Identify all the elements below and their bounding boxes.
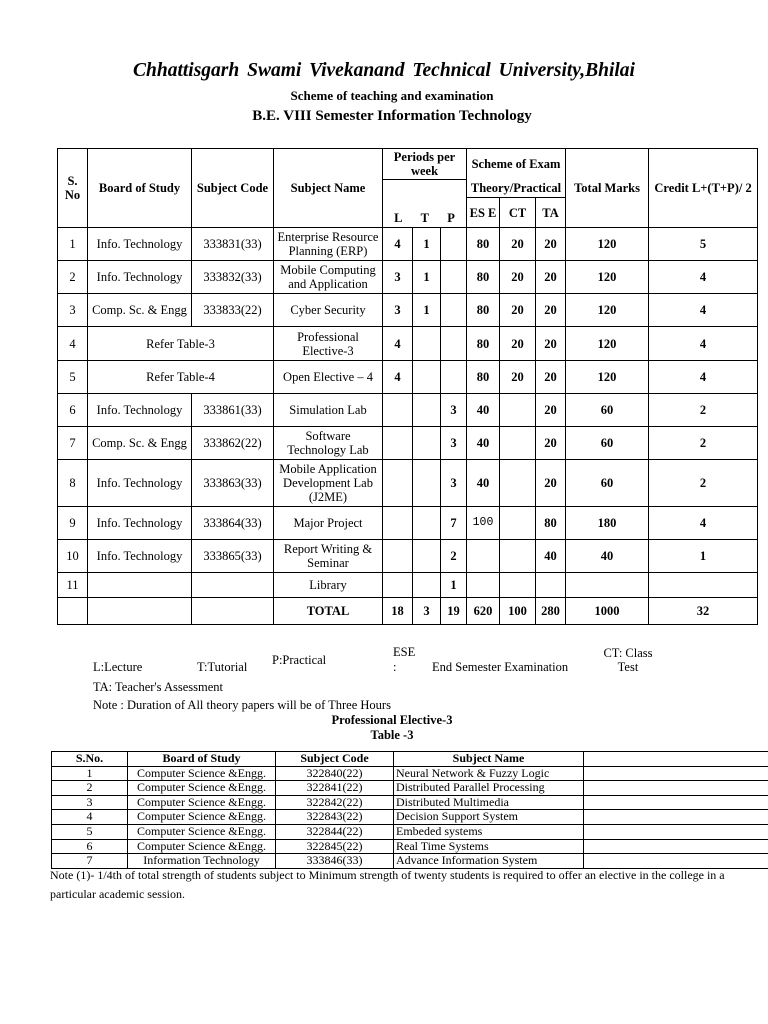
header-name: Subject Name: [274, 149, 383, 228]
cell-total: 60: [566, 394, 649, 427]
cell-credit: 2: [649, 394, 758, 427]
cell-sno: 4: [58, 327, 88, 361]
cell-ct: 20: [500, 228, 536, 261]
legend-ese-full: End Semester Examination: [432, 660, 569, 674]
cell-p: 2: [441, 540, 467, 573]
cell-ese: 80: [467, 327, 500, 361]
elective-cell-name: Distributed Multimedia: [394, 795, 584, 810]
elective-cell-board: Computer Science &Engg.: [128, 766, 276, 781]
total-blank: [192, 598, 274, 625]
cell-code: [192, 573, 274, 598]
cell-name: Report Writing & Seminar: [274, 540, 383, 573]
cell-ta: 20: [536, 228, 566, 261]
elective-note: Note (1)- 1/4th of total strength of students subject to Minimum strength of twenty students is required to offer an elective in the college in a particular academic session.: [50, 868, 725, 901]
cell-p: 3: [441, 427, 467, 460]
cell-credit: 5: [649, 228, 758, 261]
elective-cell-sno: 6: [52, 839, 128, 854]
cell-refer: Refer Table-4: [88, 361, 274, 394]
table-row: [58, 573, 758, 598]
cell-l: 3: [383, 261, 413, 294]
elective-cell-name: Distributed Parallel Processing: [394, 781, 584, 796]
cell-p: [441, 361, 467, 394]
elective-cell-blank: [584, 810, 768, 825]
elective-cell-code: 322842(22): [276, 795, 394, 810]
total-ese: 620: [467, 598, 500, 625]
elective-cell-code: 333846(33): [276, 854, 394, 869]
cell-total: 60: [566, 460, 649, 507]
cell-ta: 40: [536, 540, 566, 573]
legend-tutorial: T:Tutorial: [197, 660, 248, 674]
cell-code: 333831(33): [192, 228, 274, 261]
elective-cell-sno: 3: [52, 795, 128, 810]
cell-sno: 7: [58, 427, 88, 460]
cell-name: Simulation Lab: [274, 394, 383, 427]
cell-credit: 2: [649, 460, 758, 507]
cell-code: 333861(33): [192, 394, 274, 427]
table-row: [58, 507, 758, 540]
total-ct: 100: [500, 598, 536, 625]
elective-cell-sno: 5: [52, 824, 128, 839]
legend-lecture: L:Lecture: [93, 660, 143, 674]
cell-ct: [500, 507, 536, 540]
cell-ese: 40: [467, 427, 500, 460]
header-ct: CT: [500, 198, 536, 228]
elective-cell-board: Computer Science &Engg.: [128, 810, 276, 825]
table-row: [58, 394, 758, 427]
cell-code: 333865(33): [192, 540, 274, 573]
elective-table: [51, 751, 768, 869]
elective-header-code: Subject Code: [276, 752, 394, 767]
cell-ta: 20: [536, 394, 566, 427]
cell-sno: 10: [58, 540, 88, 573]
cell-board: Info. Technology: [88, 507, 192, 540]
header-theory: Theory/Practical: [467, 180, 566, 198]
cell-total: 120: [566, 294, 649, 327]
cell-t: [413, 427, 441, 460]
elective-cell-sno: 4: [52, 810, 128, 825]
elective-cell-code: 322844(22): [276, 824, 394, 839]
university-title: Chhattisgarh Swami Vivekanand Technical University,Bhilai: [133, 60, 635, 81]
cell-l: [383, 540, 413, 573]
cell-name: Major Project: [274, 507, 383, 540]
cell-t: [413, 460, 441, 507]
header-scheme: Scheme of Exam: [467, 149, 566, 180]
cell-ta: 80: [536, 507, 566, 540]
table-row: [58, 540, 758, 573]
cell-ct: [500, 460, 536, 507]
cell-ct: 20: [500, 294, 536, 327]
cell-board: Info. Technology: [88, 460, 192, 507]
elective-header-row: [52, 752, 768, 767]
cell-ta: 20: [536, 427, 566, 460]
elective-cell-name: Neural Network & Fuzzy Logic: [394, 766, 584, 781]
cell-ese: 100: [467, 507, 500, 540]
cell-ta: 20: [536, 261, 566, 294]
table-row: [58, 294, 758, 327]
elective-cell-code: 322840(22): [276, 766, 394, 781]
cell-ese: 80: [467, 228, 500, 261]
cell-ct: [500, 394, 536, 427]
elective-row: [52, 766, 768, 781]
cell-board: Info. Technology: [88, 540, 192, 573]
cell-sno: 2: [58, 261, 88, 294]
header-ta: TA: [536, 198, 566, 228]
cell-l: 4: [383, 361, 413, 394]
table-row: [58, 460, 758, 507]
table-row: [58, 261, 758, 294]
elective-cell-board: Computer Science &Engg.: [128, 824, 276, 839]
elective-cell-blank: [584, 781, 768, 796]
cell-total: 180: [566, 507, 649, 540]
header-sno: S. No: [58, 149, 88, 228]
total-row: [58, 598, 758, 625]
cell-t: [413, 540, 441, 573]
total-t: 3: [413, 598, 441, 625]
header-credit: Credit L+(T+P)/ 2: [649, 149, 758, 228]
cell-p: 3: [441, 460, 467, 507]
elective-title: Professional Elective-3: [331, 713, 453, 727]
cell-ese: 80: [467, 261, 500, 294]
cell-t: 1: [413, 294, 441, 327]
cell-ct: [500, 540, 536, 573]
cell-sno: 9: [58, 507, 88, 540]
cell-board: [88, 573, 192, 598]
cell-board: Comp. Sc. & Engg: [88, 294, 192, 327]
cell-ct: 20: [500, 327, 536, 361]
elective-cell-sno: 2: [52, 781, 128, 796]
header-ese: ES E: [467, 198, 500, 228]
scheme-table: [57, 148, 758, 625]
cell-name: Cyber Security: [274, 294, 383, 327]
table-row: [58, 427, 758, 460]
header-p: P: [447, 211, 455, 225]
cell-name: Mobile Application Development Lab (J2ME): [274, 460, 383, 507]
cell-t: 1: [413, 261, 441, 294]
elective-cell-name: Real Time Systems: [394, 839, 584, 854]
semester-heading: B.E. VIII Semester Information Technology: [252, 108, 532, 124]
cell-name: Software Technology Lab: [274, 427, 383, 460]
cell-t: [413, 361, 441, 394]
elective-header-name: Subject Name: [394, 752, 584, 767]
cell-ese: 80: [467, 361, 500, 394]
cell-ese: 40: [467, 394, 500, 427]
total-label: TOTAL: [274, 598, 383, 625]
cell-l: 4: [383, 327, 413, 361]
cell-name: Professional Elective-3: [274, 327, 383, 361]
cell-name: Library: [274, 573, 383, 598]
total-p: 19: [441, 598, 467, 625]
elective-cell-code: 322845(22): [276, 839, 394, 854]
cell-sno: 5: [58, 361, 88, 394]
header-l-t-p: [383, 180, 467, 228]
elective-row: [52, 824, 768, 839]
elective-row: [52, 839, 768, 854]
elective-cell-name: Advance Information System: [394, 854, 584, 869]
cell-t: [413, 394, 441, 427]
cell-l: 4: [383, 228, 413, 261]
header-l: L: [394, 211, 403, 225]
total-blank: [88, 598, 192, 625]
cell-credit: 1: [649, 540, 758, 573]
cell-p: 1: [441, 573, 467, 598]
cell-p: [441, 327, 467, 361]
cell-total: [566, 573, 649, 598]
elective-cell-blank: [584, 766, 768, 781]
header-t: T: [420, 211, 430, 225]
cell-sno: 1: [58, 228, 88, 261]
elective-header-board: Board of Study: [128, 752, 276, 767]
cell-ta: 20: [536, 361, 566, 394]
total-blank: [58, 598, 88, 625]
cell-code: 333864(33): [192, 507, 274, 540]
cell-l: [383, 427, 413, 460]
cell-total: 120: [566, 327, 649, 361]
cell-credit: 4: [649, 507, 758, 540]
legend-ese-abbr: ESE: [393, 645, 416, 659]
elective-cell-sno: 1: [52, 766, 128, 781]
cell-p: 7: [441, 507, 467, 540]
elective-cell-code: 322843(22): [276, 810, 394, 825]
elective-row: [52, 795, 768, 810]
total-credit: 32: [649, 598, 758, 625]
elective-row: [52, 781, 768, 796]
header-board: Board of Study: [88, 149, 192, 228]
cell-board: Info. Technology: [88, 261, 192, 294]
cell-t: [413, 507, 441, 540]
total-total: 1000: [566, 598, 649, 625]
elective-cell-code: 322841(22): [276, 781, 394, 796]
cell-code: 333863(33): [192, 460, 274, 507]
table-header-row: [58, 149, 758, 180]
header-periods: Periods per week: [383, 149, 467, 180]
elective-cell-name: Decision Support System: [394, 810, 584, 825]
cell-total: 120: [566, 261, 649, 294]
elective-cell-blank: [584, 795, 768, 810]
cell-board: Comp. Sc. & Engg: [88, 427, 192, 460]
cell-p: [441, 294, 467, 327]
scheme-heading: Scheme of teaching and examination: [290, 88, 494, 103]
elective-cell-board: Information Technology: [128, 854, 276, 869]
cell-l: [383, 507, 413, 540]
cell-name: Open Elective – 4: [274, 361, 383, 394]
cell-credit: 4: [649, 327, 758, 361]
elective-cell-board: Computer Science &Engg.: [128, 781, 276, 796]
cell-ta: [536, 573, 566, 598]
cell-sno: 6: [58, 394, 88, 427]
cell-credit: [649, 573, 758, 598]
cell-total: 120: [566, 228, 649, 261]
table-row: [58, 361, 758, 394]
cell-t: 1: [413, 228, 441, 261]
cell-l: [383, 573, 413, 598]
cell-credit: 4: [649, 361, 758, 394]
table-row: [58, 327, 758, 361]
cell-p: [441, 261, 467, 294]
cell-l: [383, 394, 413, 427]
total-l: 18: [383, 598, 413, 625]
cell-credit: 2: [649, 427, 758, 460]
elective-header-sno: S.No.: [52, 752, 128, 767]
cell-total: 40: [566, 540, 649, 573]
elective-cell-name: Embeded systems: [394, 824, 584, 839]
cell-code: 333862(22): [192, 427, 274, 460]
cell-ct: [500, 573, 536, 598]
cell-board: Info. Technology: [88, 394, 192, 427]
legend-practical: P:Practical: [272, 653, 327, 667]
cell-total: 60: [566, 427, 649, 460]
table-row: [58, 228, 758, 261]
elective-cell-blank: [584, 824, 768, 839]
cell-l: [383, 460, 413, 507]
header-total: Total Marks: [566, 149, 649, 228]
cell-t: [413, 573, 441, 598]
elective-cell-board: Computer Science &Engg.: [128, 839, 276, 854]
elective-table-label: Table -3: [370, 728, 414, 742]
cell-ct: [500, 427, 536, 460]
cell-code: 333833(22): [192, 294, 274, 327]
cell-l: 3: [383, 294, 413, 327]
cell-p: 3: [441, 394, 467, 427]
cell-ct: 20: [500, 261, 536, 294]
cell-name: Enterprise Resource Planning (ERP): [274, 228, 383, 261]
elective-cell-board: Computer Science &Engg.: [128, 795, 276, 810]
legend-ta: TA: Teacher's Assessment: [93, 680, 223, 694]
cell-total: 120: [566, 361, 649, 394]
cell-ese: [467, 540, 500, 573]
legend-ese-colon: :: [393, 660, 397, 674]
cell-ese: 40: [467, 460, 500, 507]
cell-p: [441, 228, 467, 261]
cell-ese: 80: [467, 294, 500, 327]
total-ta: 280: [536, 598, 566, 625]
cell-sno: 3: [58, 294, 88, 327]
cell-code: 333832(33): [192, 261, 274, 294]
cell-ta: 20: [536, 460, 566, 507]
cell-name: Mobile Computing and Application: [274, 261, 383, 294]
cell-board: Info. Technology: [88, 228, 192, 261]
elective-cell-blank: [584, 839, 768, 854]
cell-t: [413, 327, 441, 361]
elective-row: [52, 810, 768, 825]
cell-sno: 8: [58, 460, 88, 507]
cell-ese: [467, 573, 500, 598]
cell-credit: 4: [649, 294, 758, 327]
cell-ta: 20: [536, 327, 566, 361]
header-code: Subject Code: [192, 149, 274, 228]
duration-note: Note : Duration of All theory papers will be of Three Hours: [93, 698, 391, 712]
cell-ct: 20: [500, 361, 536, 394]
elective-header-blank: [584, 752, 768, 767]
cell-refer: Refer Table-3: [88, 327, 274, 361]
cell-credit: 4: [649, 261, 758, 294]
cell-sno: 11: [58, 573, 88, 598]
cell-ta: 20: [536, 294, 566, 327]
elective-cell-sno: 7: [52, 854, 128, 869]
legend-ct: CT: Class Test: [603, 646, 653, 674]
